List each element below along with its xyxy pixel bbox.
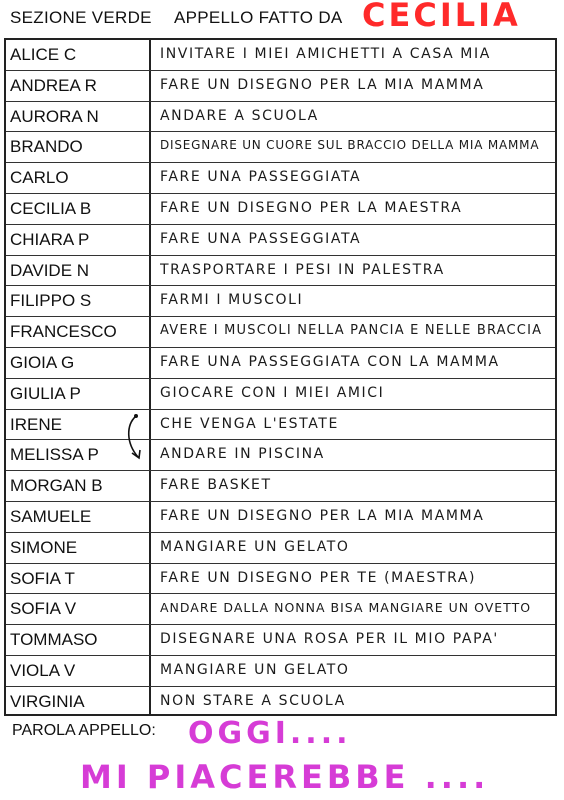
table-row: [6, 225, 555, 256]
child-wish: FARE BASKET: [160, 477, 272, 494]
table-row: [6, 410, 555, 441]
child-wish: FARE UN DISEGNO PER LA MIA MAMMA: [160, 76, 485, 93]
child-wish: ANDARE IN PISCINA: [160, 446, 325, 463]
child-wish: FARE UNA PASSEGGIATA: [160, 169, 362, 186]
child-name: CHIARA P: [10, 229, 90, 249]
child-wish: INVITARE I MIEI AMICHETTI A CASA MIA: [160, 46, 491, 62]
footer-phrase-line1: OGGI....: [188, 716, 352, 751]
child-name: BRANDO: [10, 137, 83, 157]
child-wish: CHE VENGA L'ESTATE: [160, 415, 339, 432]
table-row: [6, 594, 555, 625]
table-row: [6, 687, 555, 718]
child-wish: FARE UN DISEGNO PER TE (MAESTRA): [160, 569, 477, 586]
child-name: GIOIA G: [10, 353, 75, 372]
child-wish: DISEGNARE UN CUORE SUL BRACCIO DELLA MIA MAMMA: [160, 138, 540, 153]
table-row: [6, 656, 555, 687]
child-wish: TRASPORTARE I PESI IN PALESTRA: [160, 261, 445, 278]
child-wish: AVERE I MUSCOLI NELLA PANCIA E NELLE BRACCIA: [160, 323, 543, 339]
child-name: IRENE: [10, 414, 62, 434]
table-row: [6, 440, 555, 471]
table-row: [6, 317, 555, 348]
child-name: MELISSA P: [10, 445, 99, 465]
child-name: AURORA N: [10, 106, 99, 126]
child-wish: ANDARE DALLA NONNA BISA MANGIARE UN OVETTO: [160, 600, 532, 616]
child-wish: FARE UNA PASSEGGIATA: [160, 230, 362, 247]
table-row: [6, 71, 555, 102]
child-wish: FARE UN DISEGNO PER LA MIA MAMMA: [160, 508, 485, 524]
table-row: [6, 286, 555, 317]
child-wish: FARE UNA PASSEGGIATA CON LA MAMMA: [160, 354, 500, 370]
table-row: [6, 40, 555, 71]
roll-call-table: [4, 38, 557, 716]
table-row: [6, 502, 555, 533]
roll-call-by-name: CECILIA: [362, 0, 521, 34]
footer-phrase-line2: MI PIACEREBBE ....: [80, 758, 490, 796]
child-wish: ANDARE A SCUOLA: [160, 107, 319, 124]
child-name: GIULIA P: [10, 383, 81, 403]
child-name: FILIPPO S: [10, 291, 92, 311]
child-wish: FARMI I MUSCOLI: [160, 292, 304, 309]
child-wish: DISEGNARE UNA ROSA PER IL MIO PAPA': [160, 631, 499, 648]
child-name: SIMONE: [10, 537, 78, 557]
child-name: VIRGINIA: [10, 691, 85, 711]
child-name: VIOLA V: [10, 661, 76, 680]
table-row: [6, 564, 555, 595]
child-name: SOFIA V: [10, 599, 77, 619]
table-row: [6, 471, 555, 502]
child-wish: MANGIARE UN GELATO: [160, 538, 350, 555]
child-wish: MANGIARE UN GELATO: [160, 662, 350, 678]
child-name: CECILIA B: [10, 199, 92, 218]
child-name: CARLO: [10, 168, 69, 188]
section-label: SEZIONE VERDE: [10, 8, 152, 27]
child-name: SOFIA T: [10, 568, 75, 588]
table-row: [6, 379, 555, 410]
table-row: [6, 533, 555, 564]
table-row: [6, 256, 555, 287]
child-name: ALICE C: [10, 45, 77, 64]
child-wish: FARE UN DISEGNO PER LA MAESTRA: [160, 200, 463, 216]
child-name: TOMMASO: [10, 630, 98, 650]
child-name: FRANCESCO: [10, 322, 117, 342]
child-wish: GIOCARE CON I MIEI AMICI: [160, 384, 385, 401]
table-row: [6, 132, 555, 163]
child-name: ANDREA R: [10, 75, 97, 95]
child-name: DAVIDE N: [10, 260, 90, 280]
table-row: [6, 625, 555, 656]
table-row: [6, 102, 555, 133]
table-row: [6, 348, 555, 379]
curved-arrow-icon: [124, 413, 148, 463]
sheet-header: [0, 0, 564, 36]
table-row: [6, 194, 555, 225]
footer-label: PAROLA APPELLO:: [12, 722, 156, 739]
roll-call-by-label: APPELLO FATTO DA: [174, 8, 343, 27]
table-row: [6, 163, 555, 194]
child-wish: NON STARE A SCUOLA: [160, 692, 346, 709]
child-name: SAMUELE: [10, 507, 92, 526]
child-name: MORGAN B: [10, 476, 103, 496]
